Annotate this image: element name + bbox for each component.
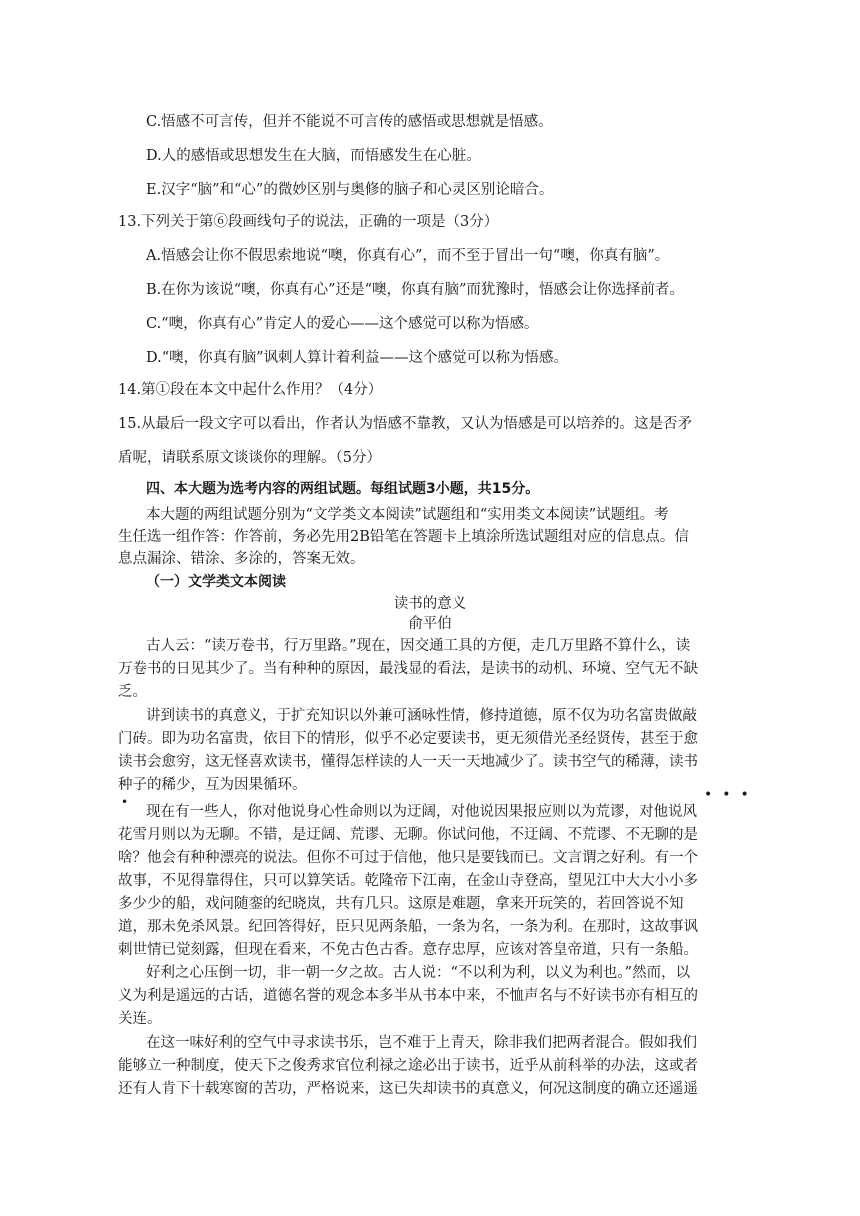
option-13d: D.“噢，你真有脑”讽刺人算计着利益——这个感觉可以称为悟感。 [146, 350, 569, 366]
section-4-heading: 四、本大题为选考内容的两组试题。每组试题3小题，共15分。 [146, 481, 540, 497]
question-15-line-2: 盾呢，请联系原文谈谈你的理解。（5分） [118, 450, 381, 466]
section-4-instructions-line-2: 生任选一组作答：作答前，务必先用2B铅笔在答题卡上填涂所选试题组对应的信息点。信 [118, 529, 689, 545]
article-line: 万卷书的日见其少了。当有种种的原因，最浅显的看法，是读书的动机、环境、空气无不缺 [118, 661, 698, 677]
section-4-instructions-line-3: 息点漏涂、错涂、多涂的，答案无效。 [118, 551, 365, 567]
article-line: 刺世情已觉刻露，但现在看来，不免古色古香。意存忠厚，应该对答皇帝道，只有一条船。 [118, 942, 698, 958]
section-4-instructions-line-1: 本大题的两组试题分别为“文学类文本阅读”试题组和“实用类文本阅读”试题组。考 [146, 507, 669, 523]
article-line: 读书会愈穷，这无怪喜欢读书，懂得怎样读的人一天一天地减少了。读书空气的稀薄，读书 [118, 754, 698, 770]
article-line: 关连。 [118, 1011, 162, 1027]
article-line: 义为利是遥远的古话，道德名誉的观念本多半从书本中来，不恤声名与不好读书亦有相互的 [118, 988, 698, 1004]
option-13c: C.“噢，你真有心”肯定人的爱心——这个感觉可以称为悟感。 [146, 316, 539, 332]
article-line: 还有人肯下十载寒窗的苦功，严格说来，这已失却读书的真意义，何况这制度的确立还遥遥 [118, 1081, 698, 1097]
article-author: 俞平伯 [408, 616, 452, 632]
emphasis-dots: • [121, 795, 139, 809]
article-line: 种子的稀少，互为因果循环。 [118, 777, 307, 793]
article-line: 故事，不见得靠得住，只可以算笑话。乾隆帝下江南，在金山寺登高，望见江中大大小小多 [118, 873, 698, 889]
article-line: 多少少的船，戏问随銮的纪晓岚，共有几只。这原是难题，拿来开玩笑的，若回答说不知 [118, 896, 684, 912]
option-12d: D.人的感悟或思想发生在大脑，而悟感发生在心脏。 [146, 148, 481, 164]
article-line: 好利之心压倒一切，非一朝一夕之故。古人说：“不以利为利，以义为利也。”然而，以 [146, 965, 691, 981]
option-12c: C.悟感不可言传，但并不能说不可言传的感悟或思想就是悟感。 [146, 114, 553, 130]
article-line: 花雪月则以为无聊。不错，是迂阔、荒谬、无聊。你试问他，不迂阔、不荒谬、不无聊的是 [118, 827, 698, 843]
article-line: 能够立一种制度，使天下之俊秀求官位利禄之途必出于读书，近乎从前科举的办法，这或者 [118, 1058, 698, 1074]
article-line: 乏。 [118, 684, 147, 700]
question-14: 14.第①段在本文中起什么作用？（4分） [118, 382, 383, 398]
article-line: 古人云：“读万卷书，行万里路。”现在，因交通工具的方便，走几万里路不算什么，读 [146, 638, 691, 654]
article-line: 啥？他会有种种漂亮的说法。但你不可过于信他，他只是要钱而已。文言谓之好利。有一个 [118, 850, 698, 866]
question-13-stem: 13.下列关于第⑥段画线句子的说法，正确的一项是（3分） [118, 214, 499, 230]
subsection-literary-reading: （一）文学类文本阅读 [146, 574, 286, 590]
article-line: 道，那未免杀风景。纪回答得好，臣只见两条船，一条为名，一条为利。在那时，这故事讽 [118, 919, 698, 935]
article-line: 在这一味好利的空气中寻求读书乐，岂不难于上青天，除非我们把两者混合。假如我们 [146, 1035, 697, 1051]
option-13a: A.悟感会让你不假思索地说“噢，你真有心”，而不至于冒出一句“噢，你真有脑”。 [146, 248, 670, 264]
article-line: 现在有一些人，你对他说身心性命则以为迂阔，对他说因果报应则以为荒谬，对他说风 [146, 804, 697, 820]
emphasis-dots: ••• [704, 787, 759, 803]
question-15-line-1: 15.从最后一段文字可以看出，作者认为悟感不靠教，又认为悟感是可以培养的。这是否矛 [118, 416, 693, 432]
option-13b: B.在你为该说“噢，你真有心”还是“噢，你真有脑”而犹豫时，悟感会让你选择前者。 [146, 282, 684, 298]
option-12e: E.汉字“脑”和“心”的微妙区别与奥修的脑子和心灵区别论暗合。 [146, 182, 554, 198]
article-line: 讲到读书的真意义，于扩充知识以外兼可涵咏性情，修持道德，原不仅为功名富贵做敲 [146, 708, 697, 724]
article-title: 读书的意义 [393, 596, 467, 612]
article-line: 门砖。即为功名富贵，依目下的情形，似乎不必定要读书，更无须借光圣经贤传，甚至于愈 [118, 731, 698, 747]
